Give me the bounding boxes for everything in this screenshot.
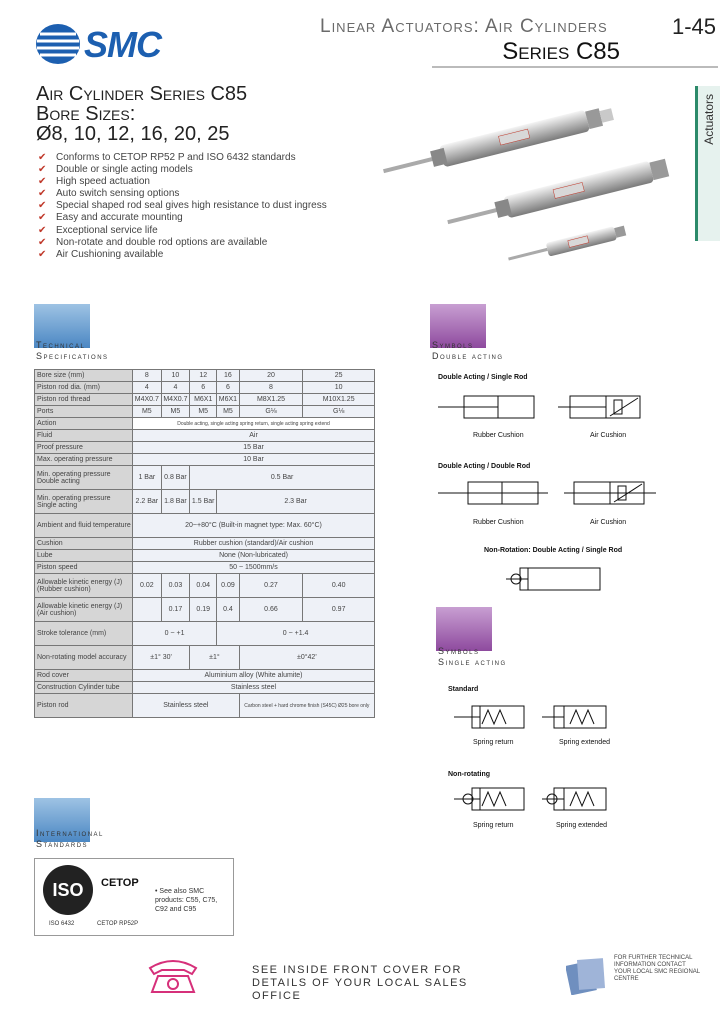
table-row (35, 538, 375, 550)
feature-item: ✔ Conforms to CETOP RP52 P and ISO 6432 standards (36, 152, 327, 164)
table-row (35, 646, 375, 670)
table-row (35, 382, 375, 394)
feature-item: ✔ Easy and accurate mounting (36, 212, 327, 224)
rubber-cushion-label-1: Rubber Cushion (473, 432, 524, 439)
row-label: Fluid (35, 430, 133, 442)
intl-heading (36, 828, 104, 850)
spring-extended-label-1: Spring extended (559, 739, 610, 746)
symbols-single-heading-1: Symbols (438, 646, 480, 656)
table-row (35, 574, 375, 598)
standard-title: Standard (448, 686, 479, 693)
footer-line-2: DETAILS OF YOUR LOCAL SALES OFFICE (252, 977, 468, 1002)
symbols-single-heading (438, 646, 507, 668)
feature-item: ✔ Double or single acting models (36, 164, 327, 176)
cell: G⅛ (303, 406, 375, 418)
see-also-note: • See also SMC products: C55, C75, C92 and C95 (155, 888, 218, 913)
table-row (35, 622, 375, 646)
cell: Rubber cushion (standard)/Air cushion (133, 538, 375, 550)
row-label: Allowable kinetic energy (J) (Rubber cushion) (35, 574, 133, 598)
cell: 10 (303, 382, 375, 394)
cell: 8 (239, 382, 303, 394)
intl-heading-1: International (36, 828, 104, 838)
row-label: Bore size (mm) (35, 370, 133, 382)
nonrotating-title: Non-rotating (448, 771, 490, 778)
table-row (35, 490, 375, 514)
cell: M5 (217, 406, 239, 418)
cell: M4X0.7 (133, 394, 162, 406)
cell: M5 (133, 406, 162, 418)
table-row (35, 598, 375, 622)
title-line-2: Bore Sizes: (36, 103, 136, 125)
cell: Stainless steel (133, 682, 375, 694)
cell: 0.09 (217, 574, 239, 598)
cylinder-medium (445, 157, 670, 233)
symbols-double-heading (432, 340, 504, 362)
cell: ±1° 30' (133, 646, 190, 670)
intl-heading-2: Standards (36, 839, 89, 849)
feature-item: ✔ Exceptional service life (36, 225, 327, 237)
cell: 4 (161, 382, 190, 394)
header-series: Series C85 (502, 38, 620, 65)
cell: None (Non-lubricated) (133, 550, 375, 562)
header-rule (432, 66, 718, 68)
telephone-icon (144, 956, 202, 996)
rubber-cushion-label-2: Rubber Cushion (473, 519, 524, 526)
row-label: Piston rod thread (35, 394, 133, 406)
iso-caption: ISO 6432 (49, 921, 75, 927)
air-cushion-label-1: Air Cushion (590, 432, 627, 439)
cell: M10X1.25 (303, 394, 375, 406)
cell: 20 (239, 370, 303, 382)
cell: 0.4 (217, 598, 239, 622)
side-tab-actuators[interactable] (695, 86, 720, 241)
tech-spec-heading-1: Technical (36, 340, 86, 350)
spring-extended-label-2: Spring extended (556, 822, 607, 829)
row-label: Max. operating pressure (35, 454, 133, 466)
cell: ±1° (190, 646, 239, 670)
feature-item: ✔ High speed actuation (36, 176, 327, 188)
cell: M8X1.25 (239, 394, 303, 406)
cell: 0.27 (239, 574, 303, 598)
row-label: Ports (35, 406, 133, 418)
cell: 4 (133, 382, 162, 394)
cell: 0.97 (303, 598, 375, 622)
cell: Double acting, single acting spring return, single acting spring extend (133, 418, 375, 430)
spec-table (34, 369, 375, 718)
table-row (35, 370, 375, 382)
table-row (35, 562, 375, 574)
cell: 0 ~ +1 (133, 622, 217, 646)
smc-logo (34, 22, 174, 66)
cell: 0.5 Bar (190, 466, 375, 490)
nonrotation-symbol (506, 562, 626, 598)
cell: 0.8 Bar (161, 466, 190, 490)
cell: Carbon steel + hard chrome finish (S45C) Ø25 bore only (239, 694, 374, 718)
cell: 25 (303, 370, 375, 382)
table-row (35, 514, 375, 538)
cell: 8 (133, 370, 162, 382)
cell: M6X1 (217, 394, 239, 406)
symbols-single-band (436, 607, 492, 651)
cell: M5 (190, 406, 217, 418)
cell: 1.5 Bar (190, 490, 217, 514)
single-acting-standard-symbols (454, 700, 614, 736)
row-label: Non-rotating model accuracy (35, 646, 133, 670)
spring-return-label-2: Spring return (473, 822, 514, 829)
iso-logo: ISO (43, 865, 93, 915)
footer-regional-note: FOR FURTHER TECHNICAL INFORMATION CONTACT YOUR LOCAL SMC REGIONAL CENTRE (614, 955, 700, 982)
cell: 6 (190, 382, 217, 394)
row-label: Action (35, 418, 133, 430)
cell: 50 ~ 1500mm/s (133, 562, 375, 574)
row-label: Ambient and fluid temperature (35, 514, 133, 538)
nonrot-title: Non-Rotation: Double Acting / Single Rod (484, 547, 623, 554)
feature-item: ✔ Auto switch sensing options (36, 188, 327, 200)
catalogue-icon (566, 955, 610, 995)
cell: ±0°42' (239, 646, 374, 670)
row-label: Piston speed (35, 562, 133, 574)
row-label: Piston rod (35, 694, 133, 718)
feature-item: ✔ Non-rotate and double rod options are available (36, 237, 327, 249)
cell: 2.3 Bar (217, 490, 375, 514)
smc-globe-icon (34, 22, 82, 66)
standards-box (34, 858, 234, 936)
cell: 0 ~ +1.4 (217, 622, 375, 646)
cetop-logo: CETOP (101, 877, 139, 889)
row-label: Proof pressure (35, 442, 133, 454)
row-label: Rod cover (35, 670, 133, 682)
footer-line-1: SEE INSIDE FRONT COVER FOR (252, 964, 462, 976)
spring-return-label-1: Spring return (473, 739, 514, 746)
cetop-caption: CETOP RP52P (97, 921, 139, 927)
cell: Air (133, 430, 375, 442)
cell: M6X1 (190, 394, 217, 406)
cell: M5 (161, 406, 190, 418)
feature-list (36, 152, 327, 261)
table-row (35, 454, 375, 466)
logo-text: SMC (84, 24, 161, 65)
single-acting-nonrot-symbols (454, 782, 614, 818)
feature-item: ✔ Special shaped rod seal gives high resistance to dust ingress (36, 200, 327, 212)
table-row (35, 670, 375, 682)
cell: 0.04 (190, 574, 217, 598)
page-title (36, 84, 247, 144)
cell: 10 Bar (133, 454, 375, 466)
construction-label: Construction (37, 684, 77, 691)
product-photo (380, 90, 680, 285)
table-row (35, 682, 375, 694)
row-label: Min. operating pressure Double acting (35, 466, 133, 490)
symbols-single-heading-2: Single acting (438, 657, 507, 667)
page-number: 1-45 (672, 14, 717, 39)
table-row (35, 406, 375, 418)
cell: 0.40 (303, 574, 375, 598)
row-label (35, 682, 133, 694)
tech-spec-heading-2: Specifications (36, 351, 109, 361)
row-label: Allowable kinetic energy (J) (Air cushion) (35, 598, 133, 622)
air-cushion-label-2: Air Cushion (590, 519, 627, 526)
single-rod-title: Double Acting / Single Rod (438, 374, 528, 381)
table-row (35, 430, 375, 442)
cell: 12 (190, 370, 217, 382)
footer-sales-note (252, 964, 492, 1003)
table-row (35, 550, 375, 562)
cell: 10 (161, 370, 190, 382)
title-line-1: Air Cylinder Series C85 (36, 83, 248, 105)
cell: 0.66 (239, 598, 303, 622)
cell: Stainless steel (133, 694, 240, 718)
cell: M4X0.7 (161, 394, 190, 406)
tech-spec-heading (36, 340, 109, 362)
symbols-double-heading-1: Symbols (432, 340, 474, 350)
table-row (35, 394, 375, 406)
cell: 1.8 Bar (161, 490, 190, 514)
cell: 16 (217, 370, 239, 382)
cell: Aluminium alloy (White alumite) (133, 670, 375, 682)
side-tab-label: Actuators (702, 94, 716, 145)
row-label: Cushion (35, 538, 133, 550)
double-rod-title: Double Acting / Double Rod (438, 463, 531, 470)
cell: 0.03 (161, 574, 190, 598)
double-acting-double-rod-symbols (438, 476, 658, 512)
cell: G⅛ (239, 406, 303, 418)
table-row (35, 466, 375, 490)
feature-item: ✔ Air Cushioning available (36, 249, 327, 261)
cell: 1 Bar (133, 466, 162, 490)
title-line-3: Ø8, 10, 12, 16, 20, 25 (36, 123, 230, 145)
cell: 6 (217, 382, 239, 394)
symbols-double-heading-2: Double acting (432, 351, 504, 361)
double-acting-single-rod-symbols (438, 390, 658, 426)
cell: 0.02 (133, 574, 162, 598)
row-label: Lube (35, 550, 133, 562)
cell: 15 Bar (133, 442, 375, 454)
row-label: Piston rod dia. (mm) (35, 382, 133, 394)
table-row (35, 418, 375, 430)
cylinder-small (507, 224, 627, 267)
cylinder-tube-label: Cylinder tube (78, 684, 120, 691)
table-row (35, 442, 375, 454)
row-label: Stroke tolerance (mm) (35, 622, 133, 646)
cell: 0.17 (161, 598, 190, 622)
header-category: Linear Actuators: Air Cylinders (320, 16, 608, 37)
cylinder-large (381, 103, 615, 181)
cell: 2.2 Bar (133, 490, 162, 514)
row-label: Min. operating pressure Single acting (35, 490, 133, 514)
table-row (35, 694, 375, 718)
cell (133, 598, 162, 622)
cell: 0.19 (190, 598, 217, 622)
cell: 20~+80°C (Built-in magnet type: Max. 60°C) (133, 514, 375, 538)
